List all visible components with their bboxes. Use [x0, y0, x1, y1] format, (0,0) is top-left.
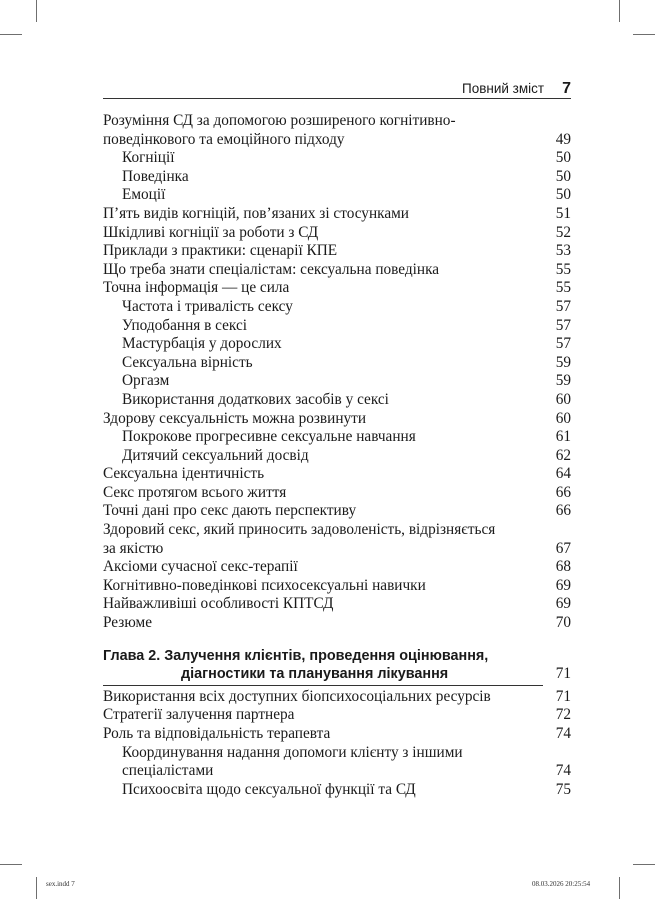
toc-entry: [103, 428, 571, 447]
toc-entry: [103, 706, 571, 725]
slug-file: sex.indd 7: [46, 880, 75, 888]
toc-entry-page: 50: [555, 186, 571, 204]
toc-entry-page: 60: [555, 409, 571, 427]
chapter-heading: [103, 647, 571, 684]
toc-entry: [103, 354, 571, 373]
running-head: [103, 80, 571, 98]
chapter-title: [103, 647, 545, 684]
toc-entry-page: 59: [555, 353, 571, 371]
toc-entry: [103, 577, 571, 596]
toc-entry-page: 53: [555, 242, 571, 260]
toc-entry: [103, 744, 571, 781]
toc-entry: [103, 502, 571, 521]
toc-entry-title: Секс протягом всього життя: [103, 483, 287, 501]
crop-mark: [36, 877, 37, 899]
toc-entry-page: 70: [555, 614, 571, 632]
toc-entry-title: Стратегії залучення партнера: [103, 706, 295, 724]
toc-entry-title: П’ять видів когніцій, пов’язаних зі стосунками: [103, 204, 409, 222]
toc-entry-title: Покрокове прогресивне сексуальне навчання: [122, 428, 416, 446]
toc-entry-title: Сексуальна вірність: [122, 353, 253, 371]
toc-entry: [103, 242, 571, 261]
toc-entry-page: 74: [555, 725, 571, 742]
crop-mark: [619, 0, 620, 22]
toc-entry-title: Психоосвіта щодо сексуальної функції та СД: [122, 780, 416, 798]
crop-mark: [36, 0, 37, 22]
toc-entry-page: 55: [555, 260, 571, 278]
toc-entry-line: Координування надання допомоги клієнту з іншими: [122, 743, 463, 761]
toc-entry-page: 66: [555, 483, 571, 501]
toc-entry-title: [103, 521, 545, 558]
toc-entry-page: 60: [555, 390, 571, 408]
chapter-title-line: діагностики та планування лікування: [181, 666, 449, 683]
toc-entry: [103, 447, 571, 466]
toc-entry-page: 57: [555, 297, 571, 315]
toc-entry-title: [103, 744, 545, 781]
toc-entry-page: 67: [555, 539, 571, 557]
toc-entry: [103, 298, 571, 317]
toc-entry-page: 50: [555, 149, 571, 167]
toc-entry-page: 72: [555, 706, 571, 724]
toc-entry: [103, 335, 571, 354]
toc-entry-page: 68: [555, 558, 571, 576]
toc-entry: [103, 112, 571, 149]
toc-entry: [103, 725, 571, 744]
chapter-rule: [103, 685, 543, 686]
toc-entry-page: 61: [555, 428, 571, 446]
toc-entry-title: Сексуальна ідентичність: [103, 465, 265, 483]
toc-entry-title: Когнітивно-поведінкові психосексуальні навички: [103, 576, 426, 594]
toc-entry: [103, 410, 571, 429]
toc-entry-title: Оргазм: [122, 372, 170, 390]
toc-entry-page: 57: [555, 316, 571, 334]
toc-entry-title: Уподобання в сексі: [122, 316, 248, 334]
toc-entry-title: [103, 112, 545, 149]
toc-entry-title: Використання додаткових засобів у сексі: [122, 390, 389, 408]
toc-entry: [103, 372, 571, 391]
toc-entry-title: Частота і тривалість сексу: [122, 297, 293, 315]
table-of-contents: [103, 112, 571, 799]
toc-entry-line: Здоровий секс, який приносить задоволеність, відрізняється: [103, 521, 496, 539]
toc-entry-line: Розуміння СД за допомогою розширеного когнітивно-: [103, 112, 456, 129]
toc-entry-page: 71: [555, 687, 571, 705]
toc-entry-page: 69: [555, 595, 571, 613]
toc-entry-title: Когніції: [122, 149, 175, 167]
toc-entry-line: за якістю: [103, 539, 164, 557]
toc-entry: [103, 317, 571, 336]
toc-entry-page: 52: [555, 223, 571, 241]
crop-mark: [633, 864, 655, 865]
toc-entry-title: Аксіоми сучасної секс-терапії: [103, 558, 298, 576]
chapter-title-line: Глава 2. Залучення клієнтів, проведення оцінювання,: [103, 647, 489, 664]
toc-entry: [103, 149, 571, 168]
toc-entry: [103, 168, 571, 187]
page-number: 7: [562, 80, 571, 97]
toc-entry-title: Точні дані про секс дають перспективу: [103, 502, 357, 520]
chapter-page: 71: [555, 665, 571, 683]
toc-entry: [103, 521, 571, 558]
toc-entry-page: 66: [555, 502, 571, 520]
toc-entry: [103, 484, 571, 503]
running-head-title: Повний зміст: [462, 81, 545, 96]
toc-entry: [103, 186, 571, 205]
toc-entry-page: 50: [555, 167, 571, 185]
toc-entry-title: Мастурбація у дорослих: [122, 335, 282, 353]
toc-entry-page: 75: [555, 780, 571, 798]
toc-entry-page: 49: [555, 130, 571, 148]
crop-mark: [633, 34, 655, 35]
toc-entry: [103, 781, 571, 800]
toc-entry-title: Шкідливі когніції за роботи з СД: [103, 223, 319, 241]
toc-entry-page: 62: [555, 446, 571, 464]
toc-entry-title: Резюме: [103, 614, 153, 632]
toc-entry: [103, 465, 571, 484]
toc-entry-title: Що треба знати спеціалістам: сексуальна поведінка: [103, 260, 440, 278]
toc-entry: [103, 279, 571, 298]
toc-entry: [103, 391, 571, 410]
toc-entry: [103, 614, 571, 633]
toc-entry-title: Емоції: [122, 186, 166, 204]
toc-entry-page: 57: [555, 335, 571, 353]
crop-mark: [619, 877, 620, 899]
header-rule: [103, 98, 571, 99]
toc-entry-title: Найважливіші особливості КПТСД: [103, 595, 334, 613]
crop-mark: [0, 34, 22, 35]
toc-entry-title: Здорову сексуальність можна розвинути: [103, 409, 367, 427]
toc-entry: [103, 224, 571, 243]
toc-entry: [103, 595, 571, 614]
toc-entry: [103, 558, 571, 577]
toc-entry-page: 55: [555, 279, 571, 297]
crop-mark: [0, 864, 22, 865]
toc-entry-page: 51: [555, 204, 571, 222]
toc-entry-title: Дитячий сексуальний досвід: [122, 446, 309, 464]
toc-entry-line: поведінкового та емоційного підходу: [103, 130, 345, 148]
toc-entry-line: спеціалістами: [122, 762, 214, 780]
toc-entry-page: 74: [555, 762, 571, 780]
toc-entry-title: Поведінка: [122, 167, 189, 185]
toc-entry-page: 59: [555, 372, 571, 390]
toc-entry: [103, 688, 571, 707]
toc-entry-title: Точна інформація — це сила: [103, 279, 290, 297]
toc-entry: [103, 261, 571, 280]
toc-entry-title: Використання всіх доступних біопсихосоціальних ресурсів: [103, 687, 491, 705]
toc-entry-title: Приклади з практики: сценарії КПЕ: [103, 242, 338, 260]
slug-timestamp: 08.03.2026 20:25:54: [532, 880, 591, 888]
toc-entry-title: Роль та відповідальність терапевта: [103, 725, 331, 742]
toc-entry-page: 64: [555, 465, 571, 483]
toc-entry: [103, 205, 571, 224]
toc-entry-page: 69: [555, 576, 571, 594]
